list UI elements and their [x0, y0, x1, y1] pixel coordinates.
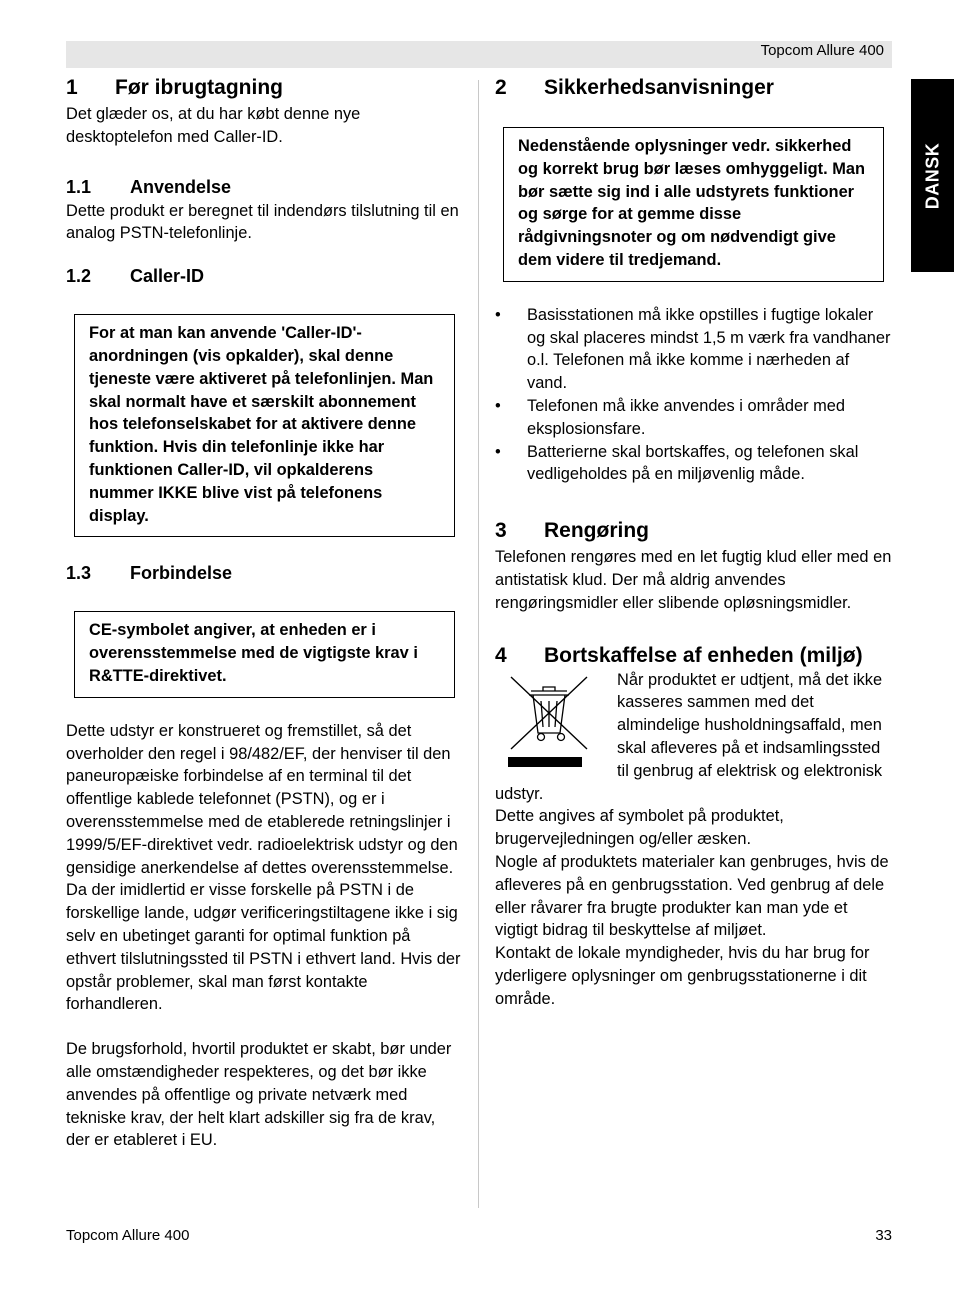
section-1-3-heading: [66, 561, 462, 585]
section-3-text: Telefonen rengøres med en let fugtig klud eller med en antistatisk klud. Der må aldrig anvendes rengøringsmidler eller slibende opløsningsmidler.: [495, 548, 892, 612]
section-title: Bortskaffelse af enheden (miljø): [544, 643, 863, 667]
section-1-1-text: Dette produkt er beregnet til indendørs tilslutning til en analog PSTN-telefonlinje.: [66, 201, 459, 243]
section-title: Sikkerhedsanvisninger: [544, 76, 774, 99]
disposal-block: [495, 671, 893, 806]
subsection-title: Caller-ID: [130, 266, 205, 287]
ce-notice-box: CE-symbolet angiver, at enheden er i overensstemmelse med de vigtigste krav i R&TTE-direktivet.: [74, 611, 455, 697]
disposal-text-3: Nogle af produktets materialer kan genbruges, hvis de afleveres på en genbrugsstation. Ved genbrug af dele eller råvarer fra brugte produkter kan man yde et vigtigt bidrag til beskyttelse af miljøet.: [495, 852, 889, 940]
safety-bullet-list: [495, 304, 893, 486]
column-divider: [478, 80, 479, 1208]
subsection-title: Anvendelse: [130, 176, 232, 197]
safety-notice-box: Nedenstående oplysninger vedr. sikkerhed og korrekt brug bør læses omhyggeligt. Man bør sætte sig ind i alle udstyrets funktioner og sørge for at gemme disse rådgivningsnoter og om nødvendigt give dem videre til tredjemand.: [503, 127, 884, 282]
list-item: • Batterierne skal bortskaffes, og telefonen skal vedligeholdes på en miljøvenlig måde.: [495, 441, 893, 487]
section-number: 2: [495, 76, 507, 99]
crossed-out-wheelie-bin-icon: [505, 671, 593, 771]
language-tab-label: DANSK: [922, 142, 942, 209]
section-number: 1: [66, 76, 78, 99]
subsection-number: 1.3: [66, 563, 92, 584]
language-tab: [911, 79, 954, 272]
section-number: 3: [495, 519, 507, 543]
disposal-text-2: Dette angives af symbolet på produktet, brugervejledningen og/eller æsken.: [495, 807, 784, 849]
section-1-2-heading: [66, 264, 462, 288]
section-title: Før ibrugtagning: [115, 76, 283, 99]
section-1-1-heading: [66, 175, 462, 199]
section-number: 4: [495, 643, 507, 667]
list-item: • Telefonen må ikke anvendes i områder med eksplosionsfare.: [495, 395, 893, 441]
subsection-title: Forbindelse: [130, 563, 233, 584]
left-column: [66, 72, 462, 1152]
section-1-heading: [66, 73, 462, 103]
section-title: Rengøring: [544, 519, 649, 543]
subsection-number: 1.2: [66, 266, 92, 287]
page-header: [66, 41, 892, 68]
header-title: Topcom Allure 400: [760, 42, 884, 59]
section-1-intro: Det glæder os, at du har købt denne nye desktoptelefon med Caller-ID.: [66, 105, 361, 146]
section-2-heading: [495, 73, 893, 103]
section-1-3-paragraph-1: Dette udstyr er konstrueret og fremstillet, så det overholder den regel i 98/482/EF, der henviser til den paneuropæiske forbindelse af en terminal til det offentlige kablede telefonnet (PSTN), og er i overensstemmelse med de etablerede retningslinjer i 1999/5/EF-direktivet vedr. radioelektrisk udstyr og den gensidige anerkendelse af dettes overensstemmelse. Da der imidlertid er visse forskelle på PSTN i de forskellige lande, udgør verificeringstiltagene ikke i sig selv en ubetinget garanti for optimal funktion på ethvert tilslutningssted til PSTN i ethvert land. Hvis der opstår problemer, skal man først kontakte forhandleren.: [66, 721, 461, 1014]
list-item: • Basisstationen må ikke opstilles i fugtige lokaler og skal placeres mindst 1,5 m værk fra vandhaner o.l. Telefonen må ikke komme i nærheden af vand.: [495, 304, 893, 395]
page-number: 33: [875, 1227, 892, 1244]
caller-id-notice-box: For at man kan anvende 'Caller-ID'-anordningen (vis opkalder), skal denne tjeneste være aktiveret på telefonlinjen. Man skal normalt have et særskilt abonnement hos telefonselskabet for at aktivere denne funktion. Hvis din telefonlinje ikke har funktionen Caller-ID, vil opkalderens nummer IKKE blive vist på telefonens display.: [74, 314, 455, 537]
section-4-heading: [495, 641, 893, 671]
subsection-number: 1.1: [66, 176, 92, 197]
section-1-3-paragraph-2: De brugsforhold, hvortil produktet er skabt, bør under alle omstændigheder respekteres, og det bør ikke anvendes på offentlige og private netværk med tekniske krav, der helt klart adskiller sig fra de krav, der er etableret i EU.: [66, 1040, 452, 1150]
right-column: [495, 72, 893, 1011]
disposal-text-1: Når produktet er udtjent, må det ikke kasseres sammen med det almindelige husholdningsaffald, men skal afleveres på et indsamlingssted til genbrug af elektrisk og elektronisk udstyr.: [495, 670, 883, 803]
section-3-heading: [495, 516, 893, 546]
disposal-text-4: Kontakt de lokale myndigheder, hvis du har brug for yderligere oplysninger om genbrugsstationerne i dit område.: [495, 944, 870, 1008]
footer-product-name: Topcom Allure 400: [66, 1227, 190, 1244]
